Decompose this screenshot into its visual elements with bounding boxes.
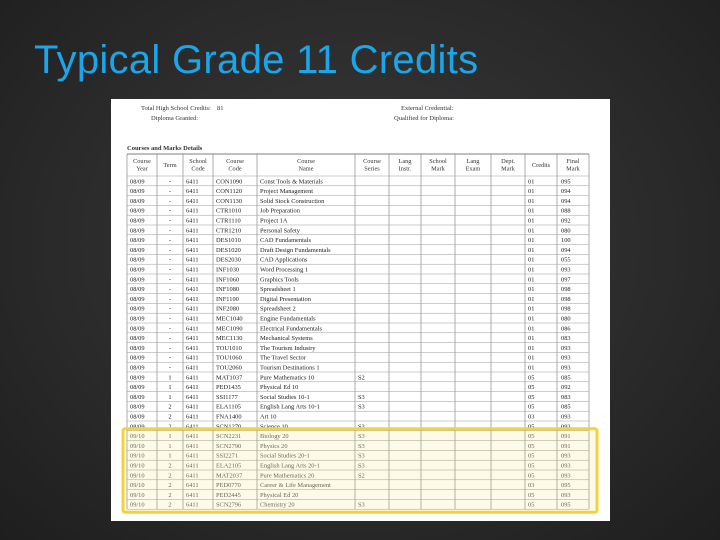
table-cell: SCN2796 xyxy=(216,501,242,509)
table-cell: PED0770 xyxy=(216,482,241,490)
table-cell: 6411 xyxy=(186,354,199,362)
table-cell: 6411 xyxy=(186,207,199,215)
table-cell: 6411 xyxy=(186,413,199,421)
table-cell: Chemistry 20 xyxy=(260,501,295,509)
table-cell: CON1120 xyxy=(216,188,243,196)
table-cell: 093 xyxy=(561,364,571,372)
table-cell: S2 xyxy=(358,374,365,382)
table-cell: 08/09 xyxy=(130,188,145,196)
table-cell: Pure Mathematics 10 xyxy=(260,374,315,382)
table-cell: INF1100 xyxy=(216,295,239,303)
table-cell: 09/10 xyxy=(130,491,145,499)
table-cell: Solid Stock Construction xyxy=(260,197,325,205)
table-cell: 6411 xyxy=(186,237,199,245)
table-cell: 093 xyxy=(561,266,571,274)
table-cell: S3 xyxy=(358,452,365,460)
table-cell: Physics 20 xyxy=(260,442,288,450)
table-cell: 01 xyxy=(528,276,535,284)
table-cell: CTR1210 xyxy=(216,227,242,235)
table-cell: 08/09 xyxy=(130,393,145,401)
table-cell: Science 10 xyxy=(260,423,288,431)
table-cell: 08/09 xyxy=(130,178,145,186)
table-cell: 01 xyxy=(528,335,535,343)
table-cell: 01 xyxy=(528,315,535,323)
table-cell: Electrical Fundamentals xyxy=(260,325,322,333)
table-header-cell: Final xyxy=(566,158,580,165)
table-cell: 6411 xyxy=(186,384,199,392)
table-cell: 09/10 xyxy=(130,472,145,480)
table-cell: PED1435 xyxy=(216,384,241,392)
table-cell: 6411 xyxy=(186,246,199,254)
table-cell: 01 xyxy=(528,266,535,274)
table-cell: 08/09 xyxy=(130,335,145,343)
table-cell: 08/09 xyxy=(130,256,145,264)
table-cell: 08/09 xyxy=(130,266,145,274)
table-cell: 2 xyxy=(168,423,172,431)
table-cell: 05 xyxy=(528,423,535,431)
table-cell: CTR1010 xyxy=(216,207,242,215)
table-cell: 01 xyxy=(528,354,535,362)
diploma-granted-label: Diploma Granted: xyxy=(151,115,199,122)
table-cell: Engine Fundamentals xyxy=(260,315,316,323)
table-cell: Career & Life Management xyxy=(260,482,331,490)
table-cell: 094 xyxy=(561,197,571,205)
table-cell: 09/10 xyxy=(130,442,145,450)
table-cell: The Tourism Industry xyxy=(260,344,316,352)
courses-table xyxy=(111,99,610,521)
table-cell: - xyxy=(168,266,172,274)
table-cell: INF1030 xyxy=(216,266,240,274)
table-cell: 08/09 xyxy=(130,364,145,372)
table-cell: 092 xyxy=(561,384,571,392)
table-cell: 098 xyxy=(561,286,571,294)
table-cell: 09/10 xyxy=(130,462,145,470)
table-header-cell: Year xyxy=(136,165,148,173)
table-cell: 091 xyxy=(561,442,571,450)
table-cell: CON1130 xyxy=(216,197,243,205)
table-header-cell: Dept. xyxy=(501,158,515,165)
table-header-cell: School xyxy=(429,158,447,165)
table-cell: 05 xyxy=(528,384,535,392)
table-cell: CAD Fundamentals xyxy=(260,237,311,245)
table-cell: Physical Ed 20 xyxy=(260,491,299,499)
table-cell: 09/10 xyxy=(130,482,145,490)
table-cell: 6411 xyxy=(186,178,199,186)
table-cell: 08/09 xyxy=(130,286,145,294)
table-cell: ELA1105 xyxy=(216,403,241,411)
table-cell: MAT2037 xyxy=(216,472,243,480)
table-cell: Art 10 xyxy=(260,413,277,421)
table-cell: The Travel Sector xyxy=(260,354,306,362)
table-cell: S3 xyxy=(358,393,365,401)
table-cell: 092 xyxy=(561,217,571,225)
table-cell: S3 xyxy=(358,403,365,411)
table-cell: 05 xyxy=(528,491,535,499)
table-cell: 08/09 xyxy=(130,315,145,323)
table-cell: 6411 xyxy=(186,256,199,264)
table-cell: Spreadsheet 1 xyxy=(260,286,296,294)
table-cell: 097 xyxy=(561,276,571,284)
table-cell: SCN1270 xyxy=(216,423,242,431)
table-cell: 1 xyxy=(168,393,172,401)
table-cell: 2 xyxy=(168,462,172,470)
table-header-cell: Mark xyxy=(431,165,445,173)
table-header-cell: Course xyxy=(297,158,315,165)
table-cell: - xyxy=(168,246,172,254)
table-cell: Biology 20 xyxy=(260,433,289,441)
table-cell: 085 xyxy=(561,374,571,382)
table-header-cell: Name xyxy=(298,165,314,173)
table-cell: 093 xyxy=(561,462,571,470)
table-cell: 1 xyxy=(168,374,172,382)
table-cell: Project 1A xyxy=(260,217,288,225)
table-cell: 6411 xyxy=(186,501,199,509)
total-credits-value: 81 xyxy=(217,105,224,112)
table-cell: - xyxy=(168,227,172,235)
table-cell: 100 xyxy=(561,237,571,245)
table-cell: - xyxy=(168,286,172,294)
table-header-cell: Exam xyxy=(465,165,481,173)
table-cell: S3 xyxy=(358,442,365,450)
table-cell: 08/09 xyxy=(130,374,145,382)
table-header-cell: Instr. xyxy=(398,165,412,173)
table-cell: 08/09 xyxy=(130,344,145,352)
table-cell: 1 xyxy=(168,452,172,460)
table-cell: SCN2790 xyxy=(216,442,242,450)
table-cell: 03 xyxy=(528,413,535,421)
table-cell: 01 xyxy=(528,305,535,313)
table-cell: 1 xyxy=(168,384,172,392)
table-cell: 6411 xyxy=(186,344,199,352)
table-header-cell: Course xyxy=(363,158,381,165)
table-cell: 093 xyxy=(561,472,571,480)
table-header-cell: Credits xyxy=(531,162,551,169)
table-cell: TOU1060 xyxy=(216,354,242,362)
table-cell: MEC1090 xyxy=(216,325,243,333)
table-cell: 093 xyxy=(561,354,571,362)
table-cell: 01 xyxy=(528,197,535,205)
table-header-cell: Code xyxy=(191,165,205,173)
table-cell: Const Tools & Materials xyxy=(260,178,323,186)
table-header-cell: Term xyxy=(163,162,177,169)
table-cell: 6411 xyxy=(186,433,199,441)
table-cell: 08/09 xyxy=(130,384,145,392)
table-cell: CON1090 xyxy=(216,178,243,186)
table-cell: 09/10 xyxy=(130,452,145,460)
table-cell: 080 xyxy=(561,227,571,235)
table-cell: CAD Applications xyxy=(260,256,308,264)
table-cell: - xyxy=(168,335,172,343)
table-cell: 09/10 xyxy=(130,433,145,441)
table-cell: 094 xyxy=(561,188,571,196)
table-header-cell: Code xyxy=(228,165,242,173)
table-cell: SSI1177 xyxy=(216,393,238,401)
table-cell: DES1020 xyxy=(216,246,241,254)
table-cell: 091 xyxy=(561,433,571,441)
table-cell: S3 xyxy=(358,462,365,470)
table-cell: 05 xyxy=(528,393,535,401)
table-cell: 05 xyxy=(528,374,535,382)
table-cell: 2 xyxy=(168,501,172,509)
table-cell: 6411 xyxy=(186,452,199,460)
table-cell: 08/09 xyxy=(130,423,145,431)
table-cell: 08/09 xyxy=(130,325,145,333)
table-header-cell: Mark xyxy=(566,165,580,173)
table-header-cell: Course xyxy=(226,158,244,165)
table-cell: - xyxy=(168,354,172,362)
table-cell: 6411 xyxy=(186,442,199,450)
table-cell: INF2080 xyxy=(216,305,240,313)
table-cell: MEC1040 xyxy=(216,315,243,323)
table-cell: 095 xyxy=(561,482,571,490)
highlight-fill xyxy=(123,429,597,512)
table-cell: Personal Safety xyxy=(260,227,300,235)
table-cell: INF1060 xyxy=(216,276,240,284)
table-cell: 6411 xyxy=(186,197,199,205)
table-cell: 083 xyxy=(561,393,571,401)
table-cell: English Lang Arts 20-1 xyxy=(260,462,320,470)
table-cell: 6411 xyxy=(186,393,199,401)
table-cell: 6411 xyxy=(186,315,199,323)
table-cell: - xyxy=(168,325,172,333)
table-cell: - xyxy=(168,315,172,323)
table-cell: 01 xyxy=(528,227,535,235)
table-cell: 08/09 xyxy=(130,354,145,362)
table-cell: 080 xyxy=(561,315,571,323)
table-cell: SCN2231 xyxy=(216,433,242,441)
table-cell: - xyxy=(168,305,172,313)
table-cell: 05 xyxy=(528,462,535,470)
table-cell: S3 xyxy=(358,423,365,431)
table-cell: 6411 xyxy=(186,335,199,343)
table-header-cell: Mark xyxy=(501,165,515,173)
total-credits-label: Total High School Credits: xyxy=(141,105,211,112)
table-cell: 2 xyxy=(168,491,172,499)
table-cell: 01 xyxy=(528,207,535,215)
table-cell: 03 xyxy=(528,482,535,490)
table-cell: TOU1010 xyxy=(216,344,242,352)
transcript-document xyxy=(111,99,610,521)
table-cell: 6411 xyxy=(186,472,199,480)
section-title: Courses and Marks Details xyxy=(127,145,203,152)
table-cell: 6411 xyxy=(186,423,199,431)
table-cell: - xyxy=(168,276,172,284)
table-cell: - xyxy=(168,188,172,196)
table-cell: - xyxy=(168,217,172,225)
table-cell: 6411 xyxy=(186,364,199,372)
table-cell: - xyxy=(168,344,172,352)
table-cell: 08/09 xyxy=(130,197,145,205)
table-cell: S3 xyxy=(358,433,365,441)
table-cell: 01 xyxy=(528,217,535,225)
table-cell: 6411 xyxy=(186,286,199,294)
table-cell: MEC1130 xyxy=(216,335,243,343)
table-cell: 6411 xyxy=(186,217,199,225)
table-cell: 01 xyxy=(528,178,535,186)
table-cell: Social Studies 20-1 xyxy=(260,452,310,460)
table-header-cell: Lang xyxy=(398,158,412,165)
table-cell: 098 xyxy=(561,295,571,303)
table-cell: 01 xyxy=(528,237,535,245)
table-cell: - xyxy=(168,295,172,303)
table-cell: 01 xyxy=(528,188,535,196)
table-cell: 01 xyxy=(528,344,535,352)
table-cell: 1 xyxy=(168,442,172,450)
table-cell: 05 xyxy=(528,433,535,441)
table-cell: 01 xyxy=(528,325,535,333)
table-cell: 086 xyxy=(561,325,571,333)
table-cell: DES2030 xyxy=(216,256,241,264)
table-header-cell: School xyxy=(189,158,207,165)
table-cell: Draft Design Fundamentals xyxy=(260,246,331,254)
table-cell: Mechanical Systems xyxy=(260,335,313,343)
table-cell: Physical Ed 10 xyxy=(260,384,299,392)
table-cell: DES1010 xyxy=(216,237,241,245)
table-cell: 08/09 xyxy=(130,305,145,313)
table-cell: 01 xyxy=(528,295,535,303)
table-cell: 6411 xyxy=(186,482,199,490)
table-cell: 09/10 xyxy=(130,501,145,509)
table-cell: 05 xyxy=(528,442,535,450)
table-cell: - xyxy=(168,197,172,205)
table-cell: English Lang Arts 10-1 xyxy=(260,403,320,411)
table-cell: Social Studies 10-1 xyxy=(260,393,310,401)
table-cell: 08/09 xyxy=(130,295,145,303)
table-cell: Spreadsheet 2 xyxy=(260,305,296,313)
slide-title: Typical Grade 11 Credits xyxy=(34,38,479,82)
table-cell: 01 xyxy=(528,256,535,264)
table-cell: 6411 xyxy=(186,276,199,284)
table-cell: FNA1400 xyxy=(216,413,242,421)
table-cell: 055 xyxy=(561,256,571,264)
table-cell: 08/09 xyxy=(130,207,145,215)
table-cell: S2 xyxy=(358,472,365,480)
table-cell: 2 xyxy=(168,482,172,490)
table-cell: Job Preparation xyxy=(260,207,300,215)
table-cell: 05 xyxy=(528,452,535,460)
table-cell: Project Management xyxy=(260,188,314,196)
table-cell: 085 xyxy=(561,403,571,411)
table-cell: Word Processing 1 xyxy=(260,266,309,274)
table-cell: 08/09 xyxy=(130,276,145,284)
table-cell: - xyxy=(168,207,172,215)
table-cell: - xyxy=(168,237,172,245)
table-cell: 088 xyxy=(561,207,571,215)
table-cell: ELA2105 xyxy=(216,462,242,470)
table-cell: 01 xyxy=(528,286,535,294)
table-cell: 05 xyxy=(528,472,535,480)
table-cell: - xyxy=(168,256,172,264)
table-cell: 01 xyxy=(528,246,535,254)
table-cell: 6411 xyxy=(186,462,199,470)
table-cell: 6411 xyxy=(186,188,199,196)
table-cell: 6411 xyxy=(186,227,199,235)
table-cell: 093 xyxy=(561,413,571,421)
table-cell: Tourism Destinations 1 xyxy=(260,364,320,372)
table-cell: INF1080 xyxy=(216,286,240,294)
table-header-cell: Lang xyxy=(466,158,480,165)
table-cell: 2 xyxy=(168,472,172,480)
table-cell: PED2445 xyxy=(216,491,241,499)
table-cell: 01 xyxy=(528,364,535,372)
table-cell: 095 xyxy=(561,178,571,186)
table-cell: 2 xyxy=(168,413,172,421)
table-header-cell: Course xyxy=(133,158,151,165)
table-cell: Digital Presentation xyxy=(260,295,311,303)
table-cell: 083 xyxy=(561,335,571,343)
table-cell: - xyxy=(168,364,172,372)
table-cell: 1 xyxy=(168,433,172,441)
table-cell: - xyxy=(168,178,172,186)
table-cell: MAT1037 xyxy=(216,374,243,382)
table-cell: TOU2060 xyxy=(216,364,242,372)
table-cell: 08/09 xyxy=(130,413,145,421)
table-cell: 05 xyxy=(528,501,535,509)
table-cell: 6411 xyxy=(186,325,199,333)
table-cell: 08/09 xyxy=(130,246,145,254)
table-cell: 093 xyxy=(561,452,571,460)
table-cell: 6411 xyxy=(186,374,199,382)
table-header-cell: Series xyxy=(364,165,380,173)
table-cell: 6411 xyxy=(186,491,199,499)
table-cell: 095 xyxy=(561,501,571,509)
table-cell: 6411 xyxy=(186,295,199,303)
table-cell: 2 xyxy=(168,403,172,411)
table-cell: 08/09 xyxy=(130,237,145,245)
table-cell: 08/09 xyxy=(130,217,145,225)
table-cell: 05 xyxy=(528,403,535,411)
table-cell: SSI2271 xyxy=(216,452,239,460)
table-cell: 6411 xyxy=(186,305,199,313)
table-cell: Graphics Tools xyxy=(260,276,299,284)
external-credential-label: External Credential: xyxy=(401,105,454,112)
qualified-diploma-label: Qualified for Diploma: xyxy=(394,115,454,122)
table-cell: 6411 xyxy=(186,403,199,411)
table-cell: 098 xyxy=(561,305,571,313)
table-cell: S3 xyxy=(358,501,365,509)
table-cell: 094 xyxy=(561,246,571,254)
table-cell: 6411 xyxy=(186,266,199,274)
table-cell: Pure Mathematics 20 xyxy=(260,472,315,480)
table-cell: 093 xyxy=(561,344,571,352)
table-cell: CTR1110 xyxy=(216,217,241,225)
table-cell: 08/09 xyxy=(130,227,145,235)
table-cell: 08/09 xyxy=(130,403,145,411)
table-cell: 093 xyxy=(561,491,571,499)
table-cell: 093 xyxy=(561,423,571,431)
